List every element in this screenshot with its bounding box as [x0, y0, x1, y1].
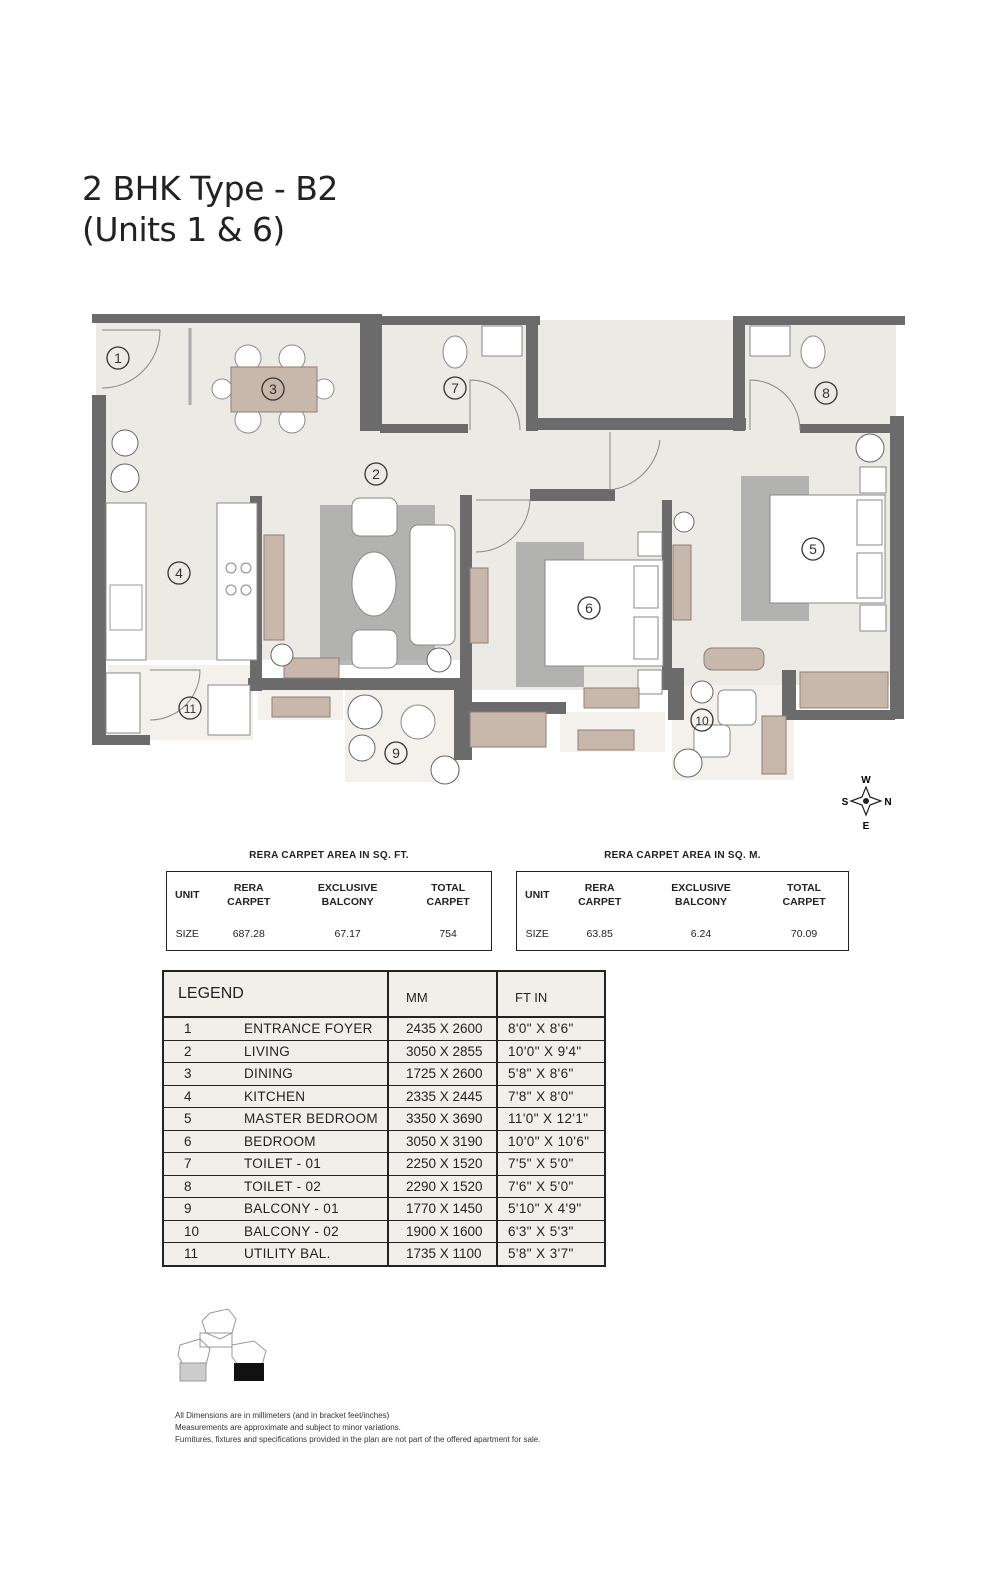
room-marker-number: 3 — [269, 381, 277, 397]
legend-row — [163, 1243, 605, 1266]
legend-room: MASTER BEDROOM — [244, 1108, 388, 1131]
legend-mm: 2250 X 1520 — [388, 1153, 497, 1176]
key-plan — [170, 1305, 280, 1385]
legend-ft: 7'5" X 5'0" — [497, 1153, 605, 1176]
legend-ft-header: FT IN — [497, 971, 605, 1017]
wall-toilet7-bottom — [380, 424, 468, 433]
balcony10-bench — [762, 716, 786, 774]
coffee-table — [352, 552, 396, 616]
legend-row — [163, 1040, 605, 1063]
legend-no: 8 — [163, 1175, 244, 1198]
legend-room: DINING — [244, 1063, 388, 1086]
compass-n: N — [884, 797, 892, 808]
legend-mm: 3350 X 3690 — [388, 1108, 497, 1131]
master-side-table — [860, 605, 886, 631]
legend-row — [163, 1085, 605, 1108]
plant — [691, 681, 713, 703]
wall-bed-top — [530, 489, 615, 501]
legend-room: BEDROOM — [244, 1130, 388, 1153]
key-plan-unit-1 — [180, 1363, 206, 1381]
wall-right — [890, 416, 904, 719]
legend-no: 4 — [163, 1085, 244, 1108]
legend-no: 9 — [163, 1198, 244, 1221]
disclaimer-notes — [175, 1410, 540, 1446]
legend-mm: 2290 X 1520 — [388, 1175, 497, 1198]
room-marker-number: 8 — [822, 385, 830, 401]
key-plan-unit-6 — [234, 1363, 264, 1381]
wall-toilet7-right — [526, 316, 538, 431]
bed6-ledge-seat — [578, 730, 634, 750]
cell: 754 — [439, 928, 457, 940]
legend-room: BALCONY - 02 — [244, 1220, 388, 1243]
bed6-bench — [584, 688, 639, 708]
plant — [674, 512, 694, 532]
col-header: TOTAL CARPET — [782, 882, 826, 908]
room-marker-number: 10 — [695, 714, 709, 728]
legend-ft: 5'8" X 3'7" — [508, 1246, 574, 1262]
plant — [431, 756, 459, 784]
title-line-2: (Units 1 & 6) — [82, 210, 285, 249]
bed6-wardrobe — [470, 568, 488, 643]
area-sqm-table — [516, 871, 849, 951]
cell: SIZE — [525, 928, 549, 940]
wall-toilet7-left — [360, 316, 382, 431]
legend-row — [163, 1063, 605, 1086]
legend-ft: 7'8" X 8'0" — [497, 1085, 605, 1108]
compass-e: E — [862, 821, 870, 832]
legend-ft: 5'10" X 4'9" — [497, 1198, 605, 1221]
cell: 687.28 — [232, 928, 265, 940]
wall-master-left — [668, 668, 684, 720]
legend-header: LEGEND — [163, 971, 388, 1017]
note-line: Furnitures, fixtures and specifications provided in the plan are not part of the offered apartment for sale. — [175, 1435, 541, 1444]
legend-row — [163, 1175, 605, 1198]
legend-row — [163, 1198, 605, 1221]
legend-table — [162, 970, 606, 1267]
wall-bal9-right — [454, 680, 470, 760]
legend-ft: 10'0" X 10'6" — [497, 1130, 605, 1153]
armchair — [352, 630, 397, 668]
note-line: Measurements are approximate and subject to minor variations. — [175, 1423, 401, 1432]
legend-ft: 8'0" X 8'6" — [497, 1017, 605, 1040]
room-marker-number: 7 — [451, 380, 459, 396]
legend-room: TOILET - 02 — [244, 1175, 388, 1198]
legend-mm: 3050 X 2855 — [388, 1040, 497, 1063]
utility-counter — [106, 673, 140, 733]
plant — [856, 434, 884, 462]
plant — [271, 644, 293, 666]
room-marker-number: 9 — [392, 745, 400, 761]
legend-mm-header: MM — [388, 971, 497, 1017]
wall-living-bottom — [248, 678, 460, 690]
balcony9-chair — [401, 705, 435, 739]
wall-top-left — [92, 314, 382, 323]
legend-ft: 5'8" X 8'6" — [497, 1063, 605, 1086]
legend-no: 11 — [184, 1246, 199, 1262]
legend-no: 2 — [163, 1040, 244, 1063]
sofa — [410, 525, 455, 645]
wall-master-bottom — [790, 710, 895, 720]
legend-mm: 1770 X 1450 — [388, 1198, 497, 1221]
ledge-seat — [272, 697, 330, 717]
room-marker-number: 5 — [809, 541, 817, 557]
area-sqm-block — [516, 850, 849, 951]
col-header: UNIT — [525, 889, 550, 901]
col-header: RERA CARPET — [227, 882, 271, 908]
wc-8 — [801, 336, 825, 368]
legend-mm: 1900 X 1600 — [388, 1220, 497, 1243]
plant — [427, 648, 451, 672]
master-pillow — [857, 553, 882, 598]
legend-mm: 3050 X 3190 — [388, 1130, 497, 1153]
col-header: RERA CARPET — [578, 882, 622, 908]
legend-room: UTILITY BAL. — [244, 1246, 331, 1262]
legend-ft: 10'0" X 9'4" — [497, 1040, 605, 1063]
col-header: UNIT — [175, 889, 200, 901]
legend-room: LIVING — [244, 1040, 388, 1063]
balcony10-chair — [718, 690, 756, 725]
title-line-1: 2 BHK Type - B2 — [82, 169, 338, 208]
bed6-side-table — [638, 670, 662, 694]
compass-w: W — [861, 775, 871, 786]
kitchen-counter-right — [217, 503, 257, 660]
wash-basin-8 — [750, 326, 790, 356]
compass — [842, 775, 892, 832]
area-sqft-heading: RERA CARPET AREA IN SQ. FT. — [249, 850, 409, 861]
area-sqft-table — [166, 871, 492, 951]
plant — [348, 695, 382, 729]
legend-no: 7 — [163, 1153, 244, 1176]
bed6-pillow — [634, 566, 658, 608]
legend-ft: 7'6" X 5'0" — [497, 1175, 605, 1198]
cell: 63.85 — [586, 928, 613, 940]
legend-row — [163, 1017, 605, 1040]
compass-s: S — [841, 797, 849, 808]
plant — [112, 430, 138, 456]
legend-mm: 1725 X 2600 — [388, 1063, 497, 1086]
wash-basin-7 — [482, 326, 522, 356]
wall-kitchen-bottom — [92, 735, 150, 745]
wall-recess-bottom — [536, 418, 746, 430]
wall-top-toilet7 — [380, 316, 540, 325]
area-sqft-block — [166, 850, 492, 951]
room-marker-number: 6 — [585, 600, 593, 616]
legend-mm: 2335 X 2445 — [388, 1085, 497, 1108]
legend-room: ENTRANCE FOYER — [244, 1017, 388, 1040]
legend-room: KITCHEN — [244, 1085, 388, 1108]
wall-left — [92, 395, 106, 745]
master-pillow — [857, 500, 882, 545]
tv-unit — [264, 535, 284, 640]
area-sqm-heading: RERA CARPET AREA IN SQ. M. — [604, 850, 761, 861]
kitchen-sink — [110, 585, 142, 630]
legend-row — [163, 1220, 605, 1243]
utility-appliance — [208, 685, 250, 735]
key-plan-tower — [202, 1309, 236, 1339]
legend-row — [163, 1153, 605, 1176]
legend-no: 5 — [163, 1108, 244, 1131]
wall-master-pier — [782, 670, 796, 720]
plant — [674, 749, 702, 777]
balcony10-chair — [694, 725, 730, 757]
kitchen-counter-left — [106, 503, 146, 660]
cell: 6.24 — [690, 928, 712, 940]
wc-7 — [443, 336, 467, 368]
plant — [111, 464, 139, 492]
dining-chair — [212, 379, 232, 399]
room-marker-number: 2 — [372, 466, 380, 482]
legend-row — [163, 1130, 605, 1153]
cell: SIZE — [175, 928, 199, 940]
col-header: EXCLUSIVE BALCONY — [671, 882, 731, 908]
bed6-side-table — [638, 532, 662, 556]
master-dresser — [704, 648, 764, 670]
col-header: EXCLUSIVE BALCONY — [317, 882, 378, 908]
legend-no: 3 — [163, 1063, 244, 1086]
col-header: TOTAL CARPET — [426, 882, 470, 908]
legend-no: 10 — [163, 1220, 244, 1243]
legend-no: 6 — [163, 1130, 244, 1153]
bed6-window-seat — [470, 712, 546, 747]
wall-toilet8-left — [733, 316, 745, 431]
legend-rows — [163, 1017, 605, 1266]
legend-room: TOILET - 01 — [244, 1153, 388, 1176]
cell: 70.09 — [790, 928, 818, 940]
legend-mm: 1735 X 1100 — [388, 1243, 497, 1266]
legend-mm: 2435 X 2600 — [388, 1017, 497, 1040]
plant — [349, 735, 375, 761]
master-window-seat — [800, 672, 888, 708]
master-side-table — [860, 467, 886, 493]
note-line: All Dimensions are in millimeters (and in bracket feet/inches) — [175, 1411, 390, 1420]
bed6-pillow — [634, 617, 658, 659]
bed6-desk — [673, 545, 691, 620]
bench — [284, 658, 339, 678]
armchair — [352, 498, 397, 536]
legend-ft: 6'3" X 5'3" — [497, 1220, 605, 1243]
legend-ft: 11'0" X 12'1" — [497, 1108, 605, 1131]
wall-toilet8-bottom — [800, 424, 892, 433]
wall-top-toilet8 — [733, 316, 905, 325]
room-marker-number: 1 — [114, 350, 122, 366]
room-marker-number: 4 — [175, 565, 183, 581]
legend-room: BALCONY - 01 — [244, 1198, 388, 1221]
room-marker-number: 11 — [183, 702, 197, 716]
legend-no: 1 — [163, 1017, 244, 1040]
legend-row — [163, 1108, 605, 1131]
cell: 67.17 — [334, 928, 361, 940]
